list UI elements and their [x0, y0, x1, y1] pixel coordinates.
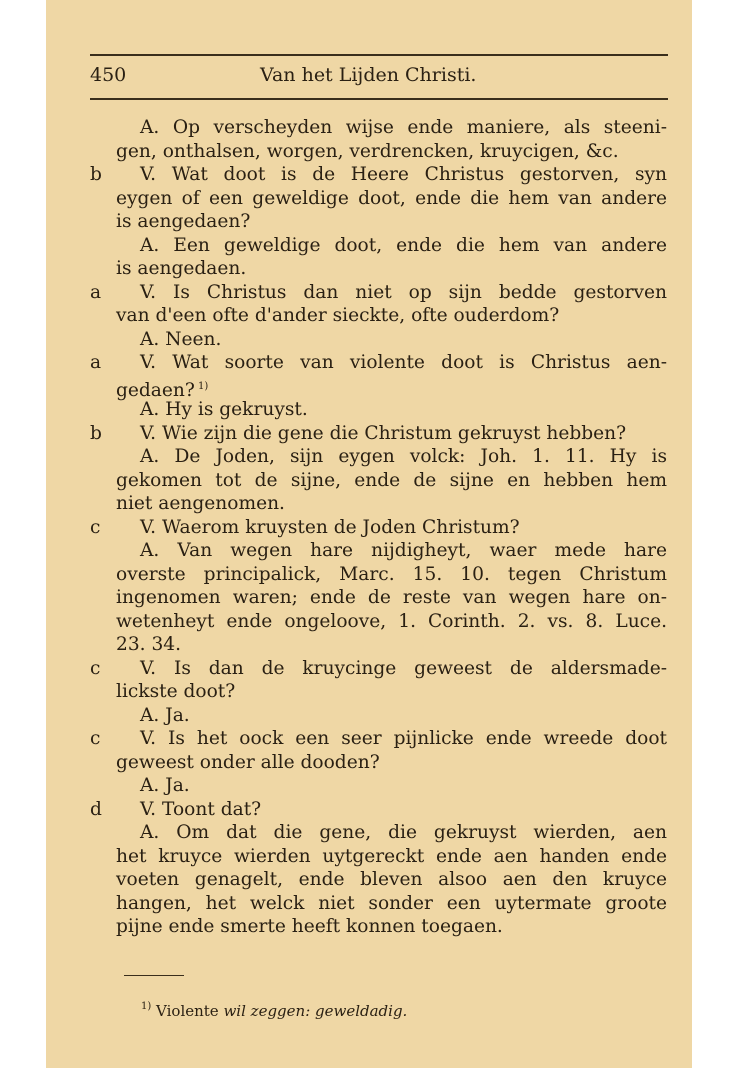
- line-text: V. Is dan de kruycinge geweest de aldersmade-: [140, 657, 667, 679]
- text-line: [116, 539, 667, 563]
- footnote-rule: [124, 975, 184, 976]
- line-text: niet aengenomen.: [116, 493, 285, 514]
- text-line: [116, 915, 667, 939]
- line-text: A. Hy is gekruyst.: [140, 399, 308, 420]
- text-line: [116, 210, 667, 234]
- margin-letter: c: [90, 728, 101, 749]
- line-text: pijne ende smerte heeft konnen toegaen.: [116, 916, 503, 937]
- text-line: [116, 845, 667, 869]
- text-line: [116, 187, 667, 211]
- line-text: A. Ja.: [140, 704, 190, 726]
- text-line: [116, 445, 667, 469]
- line-text: gen, onthalsen, worgen, verdrencken, kruycigen, &c.: [116, 140, 619, 162]
- line-text: het kruyce wierden uytgereckt ende aen handen ende: [116, 845, 667, 867]
- text-line: [116, 563, 667, 587]
- text-line: [90, 351, 667, 375]
- text-line: [116, 868, 667, 892]
- line-text: is aengedaen.: [116, 258, 247, 279]
- margin-letter: b: [90, 422, 102, 444]
- line-text: eygen of een geweldige doot, ende die hem van andere: [116, 187, 667, 209]
- line-text: overste principalick, Marc. 15. 10. tegen Christum: [116, 563, 667, 585]
- text-line: [116, 304, 667, 328]
- line-text: van d'een ofte d'ander sieckte, ofte ouderdom?: [116, 305, 560, 326]
- catechism-text: [90, 116, 667, 939]
- text-line: [90, 727, 667, 751]
- text-line: [90, 163, 667, 187]
- line-text: 23. 34.: [116, 634, 182, 655]
- line-text: A. Een geweldige doot, ende die hem van andere: [140, 234, 667, 256]
- text-line: [116, 821, 667, 845]
- text-line: [90, 516, 667, 540]
- running-title: Van het Lijden Christi.: [260, 64, 477, 86]
- text-line: [116, 375, 667, 399]
- text-line: [116, 140, 667, 164]
- line-text: A. De Joden, sijn eygen volck: Joh. 1. 11. Hy is: [140, 446, 667, 467]
- margin-letter: c: [90, 516, 101, 538]
- line-text: A. Neen.: [140, 328, 222, 350]
- margin-letter: c: [90, 657, 101, 679]
- text-line: [116, 892, 667, 916]
- text-line: [90, 422, 667, 446]
- margin-letter: b: [90, 164, 102, 185]
- text-line: [116, 234, 667, 258]
- text-line: [116, 586, 667, 610]
- line-text: A. Op verscheyden wijse ende maniere, als steeni-: [140, 117, 667, 138]
- line-text: V. Waerom kruysten de Joden Christum?: [140, 516, 520, 538]
- text-line: [90, 657, 667, 681]
- line-text: lickste doot?: [116, 681, 236, 702]
- text-line: [116, 704, 667, 728]
- line-text: is aengedaen?: [116, 211, 251, 232]
- page-number: 450: [90, 64, 127, 86]
- margin-letter: a: [90, 281, 102, 303]
- line-text: gedaen?: [116, 379, 195, 401]
- line-text: hangen, het welck niet sonder een uytermate groote: [116, 892, 667, 914]
- text-line: [116, 257, 667, 281]
- line-text: ingenomen waren; ende de reste van wegen hare on-: [116, 587, 667, 608]
- footnote-gloss: wil zeggen: geweldadig.: [223, 1002, 408, 1020]
- text-line: [116, 116, 667, 140]
- line-text: gekomen tot de sijne, ende de sijne en hebben hem: [116, 469, 667, 491]
- line-text: V. Toont dat?: [140, 798, 262, 820]
- text-line: [116, 610, 667, 634]
- line-text: V. Is het oock een seer pijnlicke ende wreede doot: [140, 728, 667, 749]
- text-line: [116, 469, 667, 493]
- line-text: A. Van wegen hare nijdigheyt, waer mede hare: [140, 540, 667, 561]
- header-bottom-rule: [90, 98, 668, 100]
- text-line: [90, 798, 667, 822]
- text-line: [116, 398, 667, 422]
- text-line: [116, 774, 667, 798]
- footnote: [141, 996, 407, 1022]
- text-line: [116, 328, 667, 352]
- text-line: [116, 751, 667, 775]
- line-text: V. Wat doot is de Heere Christus gestorven, syn: [140, 164, 667, 185]
- text-line: [116, 680, 667, 704]
- line-text: V. Wat soorte van violente doot is Christus aen-: [140, 352, 667, 373]
- line-text: V. Is Christus dan niet op sijn bedde gestorven: [140, 281, 667, 303]
- footnote-marker: 1): [141, 1001, 152, 1012]
- line-text: A. Ja.: [140, 775, 190, 796]
- footnote-reference: 1): [194, 380, 209, 392]
- header-top-rule: [90, 54, 668, 56]
- text-line: [116, 633, 667, 657]
- line-text: A. Om dat die gene, die gekruyst wierden, aen: [140, 822, 667, 843]
- margin-letter: a: [90, 352, 102, 373]
- margin-letter: d: [90, 798, 102, 820]
- text-line: [90, 281, 667, 305]
- book-page: [46, 0, 692, 1068]
- line-text: V. Wie zijn die gene die Christum gekruyst hebben?: [140, 422, 627, 444]
- line-text: wetenheyt ende ongeloove, 1. Corinth. 2. vs. 8. Luce.: [116, 610, 667, 632]
- line-text: geweest onder alle dooden?: [116, 751, 380, 773]
- footnote-term: Violente: [156, 1002, 219, 1020]
- text-line: [116, 492, 667, 516]
- line-text: voeten genagelt, ende bleven alsoo aen den kruyce: [116, 869, 667, 890]
